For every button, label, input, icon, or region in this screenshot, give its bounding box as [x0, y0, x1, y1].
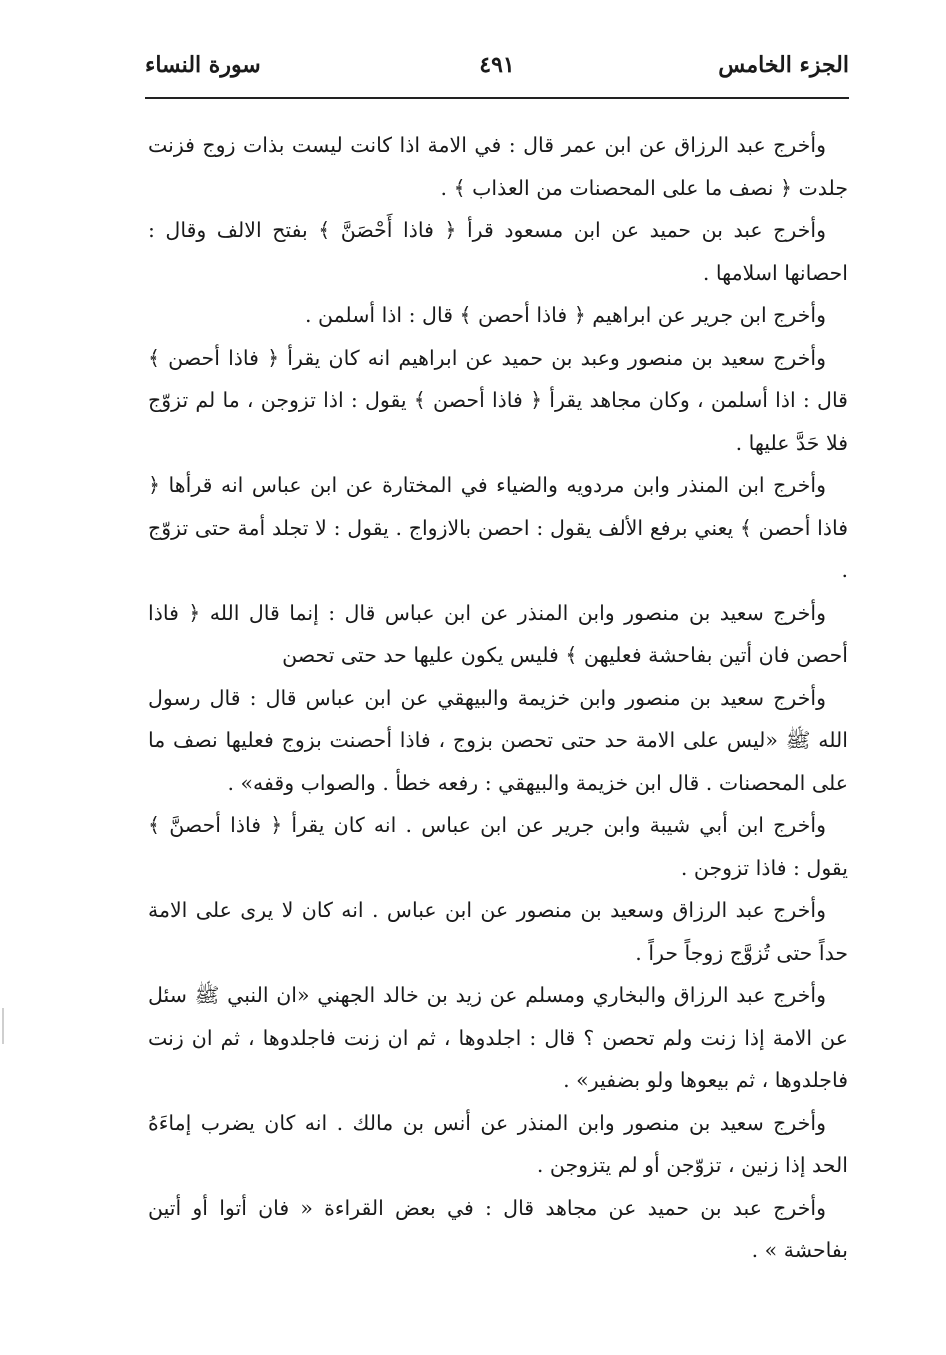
- paragraph: وأخرج عبد بن حميد عن مجاهد قال : في بعض القراءة « فان أتوا أو أتين بفاحشة » .: [148, 1195, 848, 1262]
- paragraph: وأخرج سعيد بن منصور وابن المنذر عن ابن عباس قال : إنما قال الله ﴿ فاذا أحصن فان أتين بفاحشة فعليهن ﴾ فليس يكون عليها حد حتى تحصن: [148, 600, 848, 667]
- paragraph: وأخرج عبد الرزاق والبخاري ومسلم عن زيد بن خالد الجهني «ان النبي ﷺ سئل عن الامة إذا زنت ولم تحصن ؟ قال : اجلدوها ، ثم ان زنت فاجلدوها ، ثم ان زنت فاجلدوها ، ثم بيعوها ولو بضفير» .: [148, 983, 848, 1092]
- page-number: ٤٩١: [479, 52, 515, 78]
- page-header: [145, 52, 849, 96]
- paragraph: وأخرج ابن المنذر وابن مردويه والضياء في المختارة عن ابن عباس انه قرأها ﴿ فاذا أحصن ﴾ يعني برفع الألف يقول : احصن بالازواج . يقول : لا تجلد أمة حتى تزوّج .: [148, 473, 848, 582]
- scan-margin-mark: [2, 1008, 4, 1044]
- paragraph: وأخرج عبد الرزاق عن ابن عمر قال : في الامة اذا كانت ليست بذات زوج فزنت جلدت ﴿ نصف ما على المحصنات من العذاب ﴾ .: [148, 133, 848, 200]
- paragraph: وأخرج سعيد بن منصور وابن خزيمة والبيهقي عن ابن عباس قال : قال رسول الله ﷺ «ليس على الامة حد حتى تحصن بزوج ، فاذا أحصنت بزوج فعليها نصف ما على المحصنات . قال ابن خزيمة والبيهقي : رفعه خطأ . والصواب وقفه» .: [148, 685, 848, 795]
- paragraph: وأخرج عبد بن حميد عن ابن مسعود قرأ ﴿ فاذا أَحْصَنَّ ﴾ بفتح الالف وقال : احصانها اسلامها .: [148, 218, 848, 285]
- chapter-label: سورة النساء: [145, 52, 261, 78]
- paragraph: وأخرج سعيد بن منصور وابن المنذر عن أنس بن مالك . انه كان يضرب إماءَهُ الحد إذا زنين ، تزوّجن أو لم يتزوجن .: [148, 1110, 848, 1177]
- paragraph: وأخرج سعيد بن منصور وعبد بن حميد عن ابراهيم انه كان يقرأ ﴿ فاذا أحصن ﴾ قال : اذا أسلمن ، وكان مجاهد يقرأ ﴿ فاذا أحصن ﴾ يقول : اذا تزوجن ، ما لم تزوّج فلا حَدَّ عليها .: [148, 345, 848, 455]
- paragraph: وأخرج عبد الرزاق وسعيد بن منصور عن ابن عباس . انه كان لا يرى على الامة حداً حتى تُزوَّج زوجاً حراً .: [148, 898, 848, 965]
- paragraph: وأخرج ابن جرير عن ابراهيم ﴿ فاذا أحصن ﴾ قال : اذا أسلمن .: [304, 303, 826, 327]
- volume-label: الجزء الخامس: [718, 52, 849, 78]
- header-divider: [145, 97, 849, 99]
- paragraph: وأخرج ابن أبي شيبة وابن جرير عن ابن عباس . انه كان يقرأ ﴿ فاذا أحصنَّ ﴾ يقول : فاذا تزوجن .: [148, 813, 848, 880]
- page-body: [148, 124, 848, 1272]
